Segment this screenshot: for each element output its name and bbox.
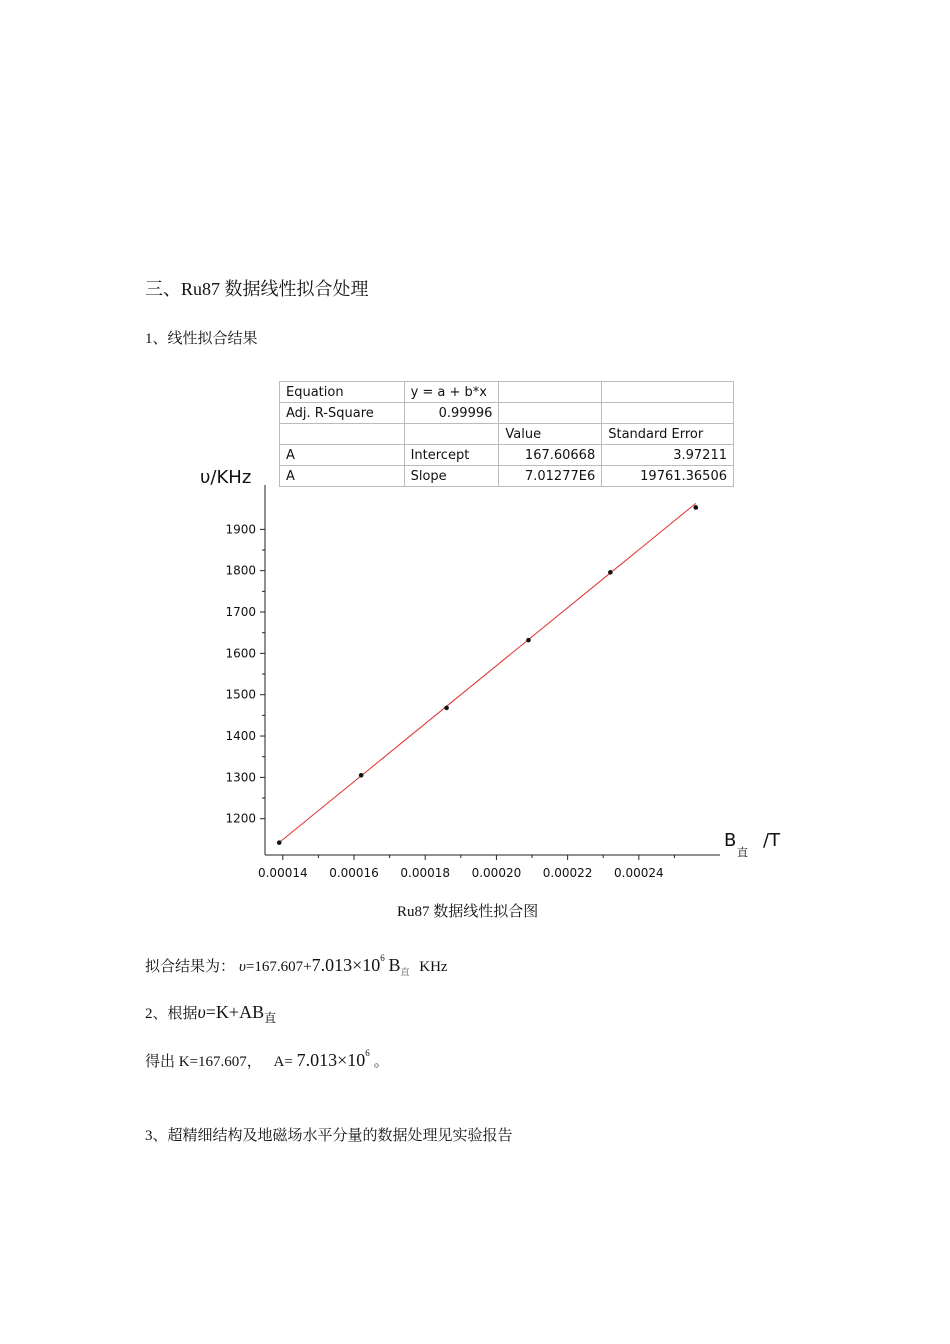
table-cell: Slope — [404, 466, 499, 487]
item-2-subscript: 直 — [264, 1011, 277, 1025]
x-tick-label: 0.00016 — [329, 866, 379, 880]
table-cell: Value — [499, 424, 602, 445]
x-tick-label: 0.00022 — [542, 866, 593, 880]
item-2-prefix: 2、根据 — [145, 1006, 198, 1022]
result-unit: KHz — [419, 959, 448, 975]
table-cell: A — [280, 445, 405, 466]
derived-a-label: A= — [273, 1054, 293, 1070]
data-point — [693, 505, 698, 510]
item-2-equation: =K+AB — [205, 1002, 265, 1022]
table-cell: 167.60668 — [499, 445, 602, 466]
x-axis-title: B — [724, 830, 737, 851]
data-point — [359, 773, 364, 778]
result-coefficient: 7.013×10 — [311, 955, 381, 975]
item-3-heading: 3、超精细结构及地磁场水平分量的数据处理见实验报告 — [145, 1128, 513, 1144]
table-cell: 7.01277E6 — [499, 466, 602, 487]
result-prefix: 拟合结果为： — [145, 959, 236, 975]
item-1-heading: 1、线性拟合结果 — [145, 331, 258, 347]
data-point — [526, 638, 531, 643]
x-tick-label: 0.00014 — [257, 866, 308, 880]
section-title: 三、Ru87 数据线性拟合处理 — [145, 279, 369, 299]
table-cell: 3.97211 — [602, 445, 734, 466]
table-cell: Adj. R-Square — [280, 403, 405, 424]
derived-prefix: 得出 K=167.607， — [145, 1054, 262, 1070]
y-tick-label: 1800 — [225, 563, 256, 578]
item-2-line — [145, 1002, 276, 1023]
table-cell: Intercept — [404, 445, 499, 466]
table-cell: y = a + b*x — [404, 382, 499, 403]
fit-line — [279, 503, 696, 842]
derived-exponent: 6 — [365, 1048, 370, 1058]
y-tick-label: 1500 — [225, 687, 256, 702]
y-tick-label: 1600 — [225, 646, 256, 661]
y-tick-label: 1700 — [225, 605, 256, 620]
y-tick-label: 1300 — [225, 770, 256, 785]
x-axis-title-subscript: 直 — [737, 846, 748, 859]
x-tick-label: 0.00024 — [614, 866, 664, 880]
nu-symbol: υ — [239, 959, 246, 975]
data-point — [608, 570, 613, 575]
y-axis-title: υ/KHz — [200, 467, 252, 488]
table-cell: 19761.36506 — [602, 466, 734, 487]
derived-coefficient: 7.013×10 — [296, 1050, 366, 1070]
data-point — [277, 840, 282, 845]
data-point — [444, 706, 449, 711]
x-tick-label: 0.00018 — [400, 866, 451, 880]
result-exponent: 6 — [380, 953, 385, 963]
result-equation: =167.607+ — [245, 959, 312, 975]
x-axis-unit: /T — [763, 830, 781, 851]
fit-result-line — [145, 955, 448, 976]
table-cell: 0.99996 — [404, 403, 499, 424]
nu-symbol: υ — [197, 1002, 206, 1022]
y-tick-label: 1900 — [225, 522, 256, 537]
derived-suffix: 。 — [373, 1054, 389, 1070]
chart-caption: Ru87 数据线性拟合图 — [397, 904, 539, 920]
derived-constants-line — [145, 1050, 389, 1071]
y-tick-label: 1400 — [225, 729, 256, 744]
table-cell: Standard Error — [602, 424, 734, 445]
result-b-subscript: 直 — [400, 967, 410, 977]
table-cell: A — [280, 466, 405, 487]
table-cell: Equation — [280, 382, 405, 403]
x-tick-label: 0.00020 — [471, 866, 522, 880]
result-b: B — [388, 955, 401, 975]
y-tick-label: 1200 — [225, 811, 256, 826]
